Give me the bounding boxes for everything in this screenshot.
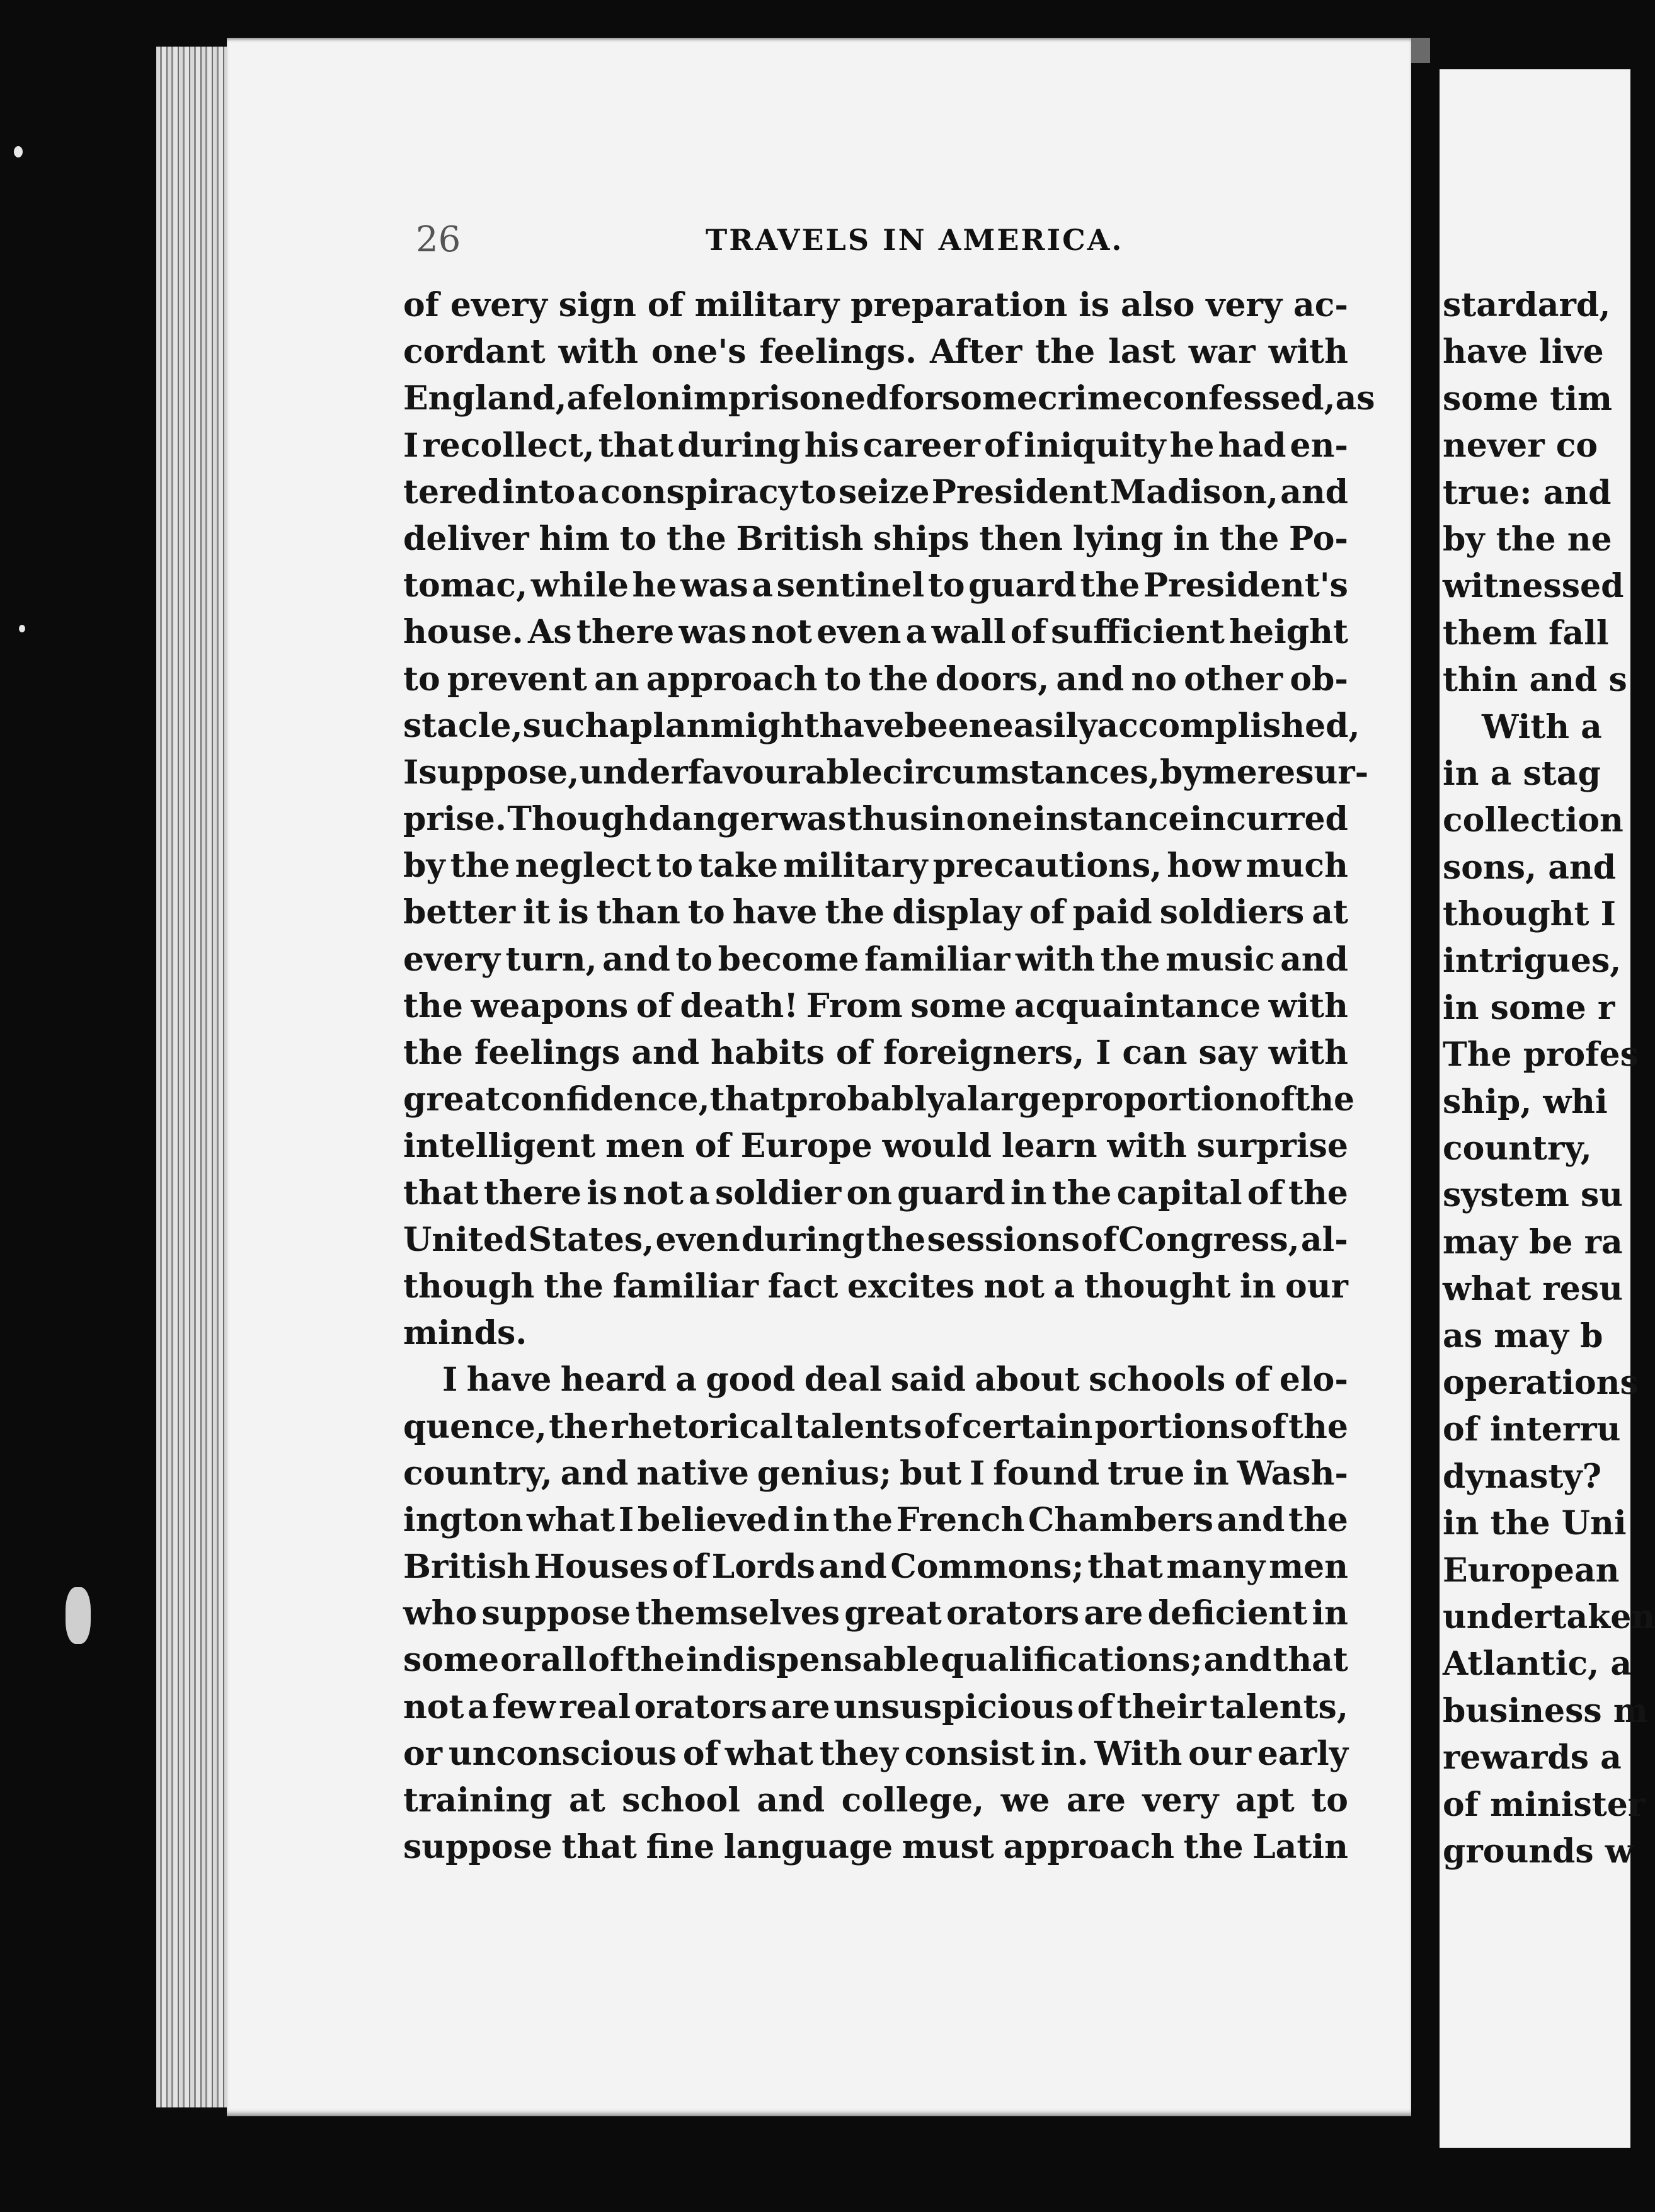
text-line: who suppose themselves great orators are deficient in xyxy=(403,1594,1348,1633)
text-line: prise. Though danger was thus in one instance incurred xyxy=(403,800,1348,839)
text-line: better it is than to have the display of paid soldiers at xyxy=(403,893,1348,932)
text-line: tered into a conspiracy to seize President Madison, and xyxy=(403,472,1348,511)
text-line: of every sign of military preparation is also very ac- xyxy=(403,286,1348,324)
text-line: some or all of the indispensable qualifications; and that xyxy=(403,1641,1348,1680)
text-line: to prevent an approach to the doors, and no other ob- xyxy=(403,659,1348,698)
text-line: country, and native genius; but I found true in Wash- xyxy=(403,1454,1348,1493)
facing-text-line: collection xyxy=(1443,801,1624,840)
facing-text-line: The profes xyxy=(1443,1035,1639,1075)
text-line: tomac, while he was a sentinel to guard the President's xyxy=(403,566,1348,605)
text-line: that there is not a soldier on guard in the capital of the xyxy=(403,1173,1348,1212)
facing-text-line: may be ra xyxy=(1443,1223,1623,1262)
text-line: British Houses of Lords and Commons; that many men xyxy=(403,1548,1348,1587)
facing-text-line: what resu xyxy=(1443,1270,1623,1309)
facing-text-line: rewards a xyxy=(1443,1738,1622,1777)
text-line: by the neglect to take military precautions, how much xyxy=(403,847,1348,886)
scan-speck xyxy=(66,1587,91,1644)
facing-text-line: ship, whi xyxy=(1443,1082,1608,1121)
text-line: though the familiar fact excites not a thought in our xyxy=(403,1267,1348,1306)
facing-text-line: grounds w xyxy=(1443,1832,1634,1871)
text-line: great confidence, that probably a large proportion of the xyxy=(403,1080,1355,1119)
facing-text-line: them fall xyxy=(1443,613,1609,653)
text-line: England, a felon imprisoned for some crime confessed, as xyxy=(403,379,1375,418)
facing-text-line: Atlantic, a xyxy=(1443,1645,1632,1684)
text-line: stacle, such a plan might have been easily accomplished, xyxy=(403,706,1360,745)
text-line: or unconscious of what they consist in. With our early xyxy=(403,1734,1348,1773)
facing-text-line: in a stag xyxy=(1443,754,1601,793)
text-line: every turn, and to become familiar with the music and xyxy=(403,940,1348,979)
facing-text-line: have live xyxy=(1443,333,1604,372)
facing-text-line: thought I xyxy=(1443,895,1616,934)
page-header xyxy=(416,219,1361,276)
facing-text-line: thin and s xyxy=(1443,661,1627,700)
text-line: United States, even during the sessions of Congress, al- xyxy=(403,1220,1348,1259)
facing-text-line: some tim xyxy=(1443,379,1612,418)
running-head: TRAVELS IN AMERICA. xyxy=(706,223,1124,257)
text-line: not a few real orators are unsuspicious of their talents, xyxy=(403,1687,1348,1726)
text-line: intelligent men of Europe would learn with surprise xyxy=(403,1127,1348,1166)
facing-text-line: true: and xyxy=(1443,473,1612,512)
body-text xyxy=(403,282,1375,1871)
text-line: minds. xyxy=(403,1314,527,1353)
facing-text-line: With a xyxy=(1482,707,1602,746)
text-line: cordant with one's feelings. After the last war with xyxy=(403,333,1348,372)
page-edges xyxy=(156,47,238,2107)
scan-speck xyxy=(19,625,25,632)
facing-text-line: as may b xyxy=(1443,1316,1603,1355)
text-line: deliver him to the British ships then lying in the Po- xyxy=(403,519,1348,558)
facing-text-line: operations xyxy=(1443,1363,1639,1402)
facing-page-text xyxy=(1443,282,1655,1875)
text-line: house. As there was not even a wall of sufficient height xyxy=(403,613,1348,652)
facing-text-line: intrigues, xyxy=(1443,942,1622,981)
text-line: quence, the rhetorical talents of certain portions of the xyxy=(403,1407,1348,1446)
text-line: training at school and college, we are very apt to xyxy=(403,1781,1348,1820)
facing-text-line: sons, and xyxy=(1443,848,1617,887)
facing-text-line: European xyxy=(1443,1551,1620,1590)
facing-text-line: witnessed xyxy=(1443,567,1624,606)
facing-text-line: country, xyxy=(1443,1129,1592,1168)
text-line: ington what I believed in the French Chambers and the xyxy=(403,1500,1348,1539)
facing-text-line: stardard, xyxy=(1443,286,1611,324)
facing-text-line: of minister xyxy=(1443,1785,1646,1824)
scan-speck xyxy=(14,146,23,157)
facing-text-line: never co xyxy=(1443,426,1598,465)
facing-text-line: in the Uni xyxy=(1443,1504,1627,1543)
page-number: 26 xyxy=(416,219,461,260)
text-line: suppose that fine language must approach the Latin xyxy=(403,1828,1348,1867)
text-line: I have heard a good deal said about schools of elo- xyxy=(442,1360,1348,1400)
facing-text-line: by the ne xyxy=(1443,520,1612,559)
facing-text-line: of interru xyxy=(1443,1410,1621,1449)
text-line: the feelings and habits of foreigners, I can say with xyxy=(403,1034,1348,1072)
facing-text-line: business m xyxy=(1443,1691,1648,1730)
text-line: the weapons of death! From some acquaintance with xyxy=(403,986,1348,1025)
text-line: I recollect, that during his career of iniquity he had en- xyxy=(403,426,1348,465)
facing-text-line: in some r xyxy=(1443,988,1615,1027)
text-line: I suppose, under favourable circumstances, by mere sur- xyxy=(403,753,1369,792)
facing-text-line: undertaken xyxy=(1443,1597,1655,1636)
facing-text-line: dynasty? xyxy=(1443,1457,1602,1496)
facing-text-line: system su xyxy=(1443,1176,1624,1215)
